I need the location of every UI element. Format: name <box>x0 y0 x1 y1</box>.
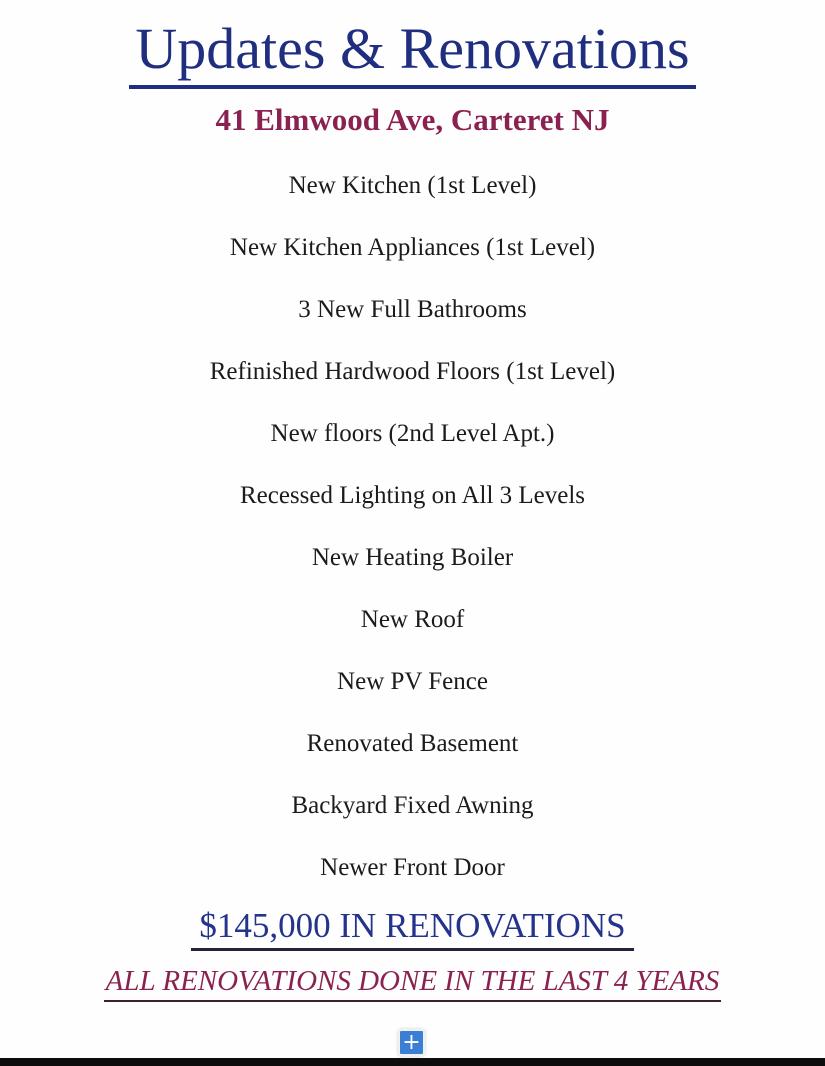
page-title <box>0 0 825 89</box>
page-title-text: Updates & Renovations <box>129 16 695 89</box>
list-item: New Kitchen Appliances (1st Level) <box>229 233 596 261</box>
list-item: New PV Fence <box>337 667 488 695</box>
footnote-text: ALL RENOVATIONS DONE IN THE LAST 4 YEARS <box>104 966 722 1002</box>
list-item: Recessed Lighting on All 3 Levels <box>239 481 586 509</box>
list-item: New Heating Boiler <box>311 543 514 571</box>
list-item: New Roof <box>360 605 465 633</box>
list-item: New floors (2nd Level Apt.) <box>270 419 555 447</box>
footnote-line <box>0 965 825 1002</box>
list-item: Backyard Fixed Awning <box>291 791 534 819</box>
plus-icon: + <box>402 1029 421 1055</box>
plus-button[interactable] <box>398 1029 425 1056</box>
list-item: Newer Front Door <box>320 853 505 881</box>
list-item: New Kitchen (1st Level) <box>288 171 537 199</box>
bottom-bar <box>0 1058 825 1066</box>
list-item: Refinished Hardwood Floors (1st Level) <box>209 357 616 385</box>
list-item: Renovated Basement <box>306 729 519 757</box>
address-subtitle: 41 Elmwood Ave, Carteret NJ <box>215 101 610 137</box>
total-renovations-line <box>0 899 825 953</box>
renovation-list <box>0 155 825 899</box>
list-item: 3 New Full Bathrooms <box>298 295 527 323</box>
total-renovations-text: $145,000 IN RENOVATIONS <box>191 907 633 952</box>
